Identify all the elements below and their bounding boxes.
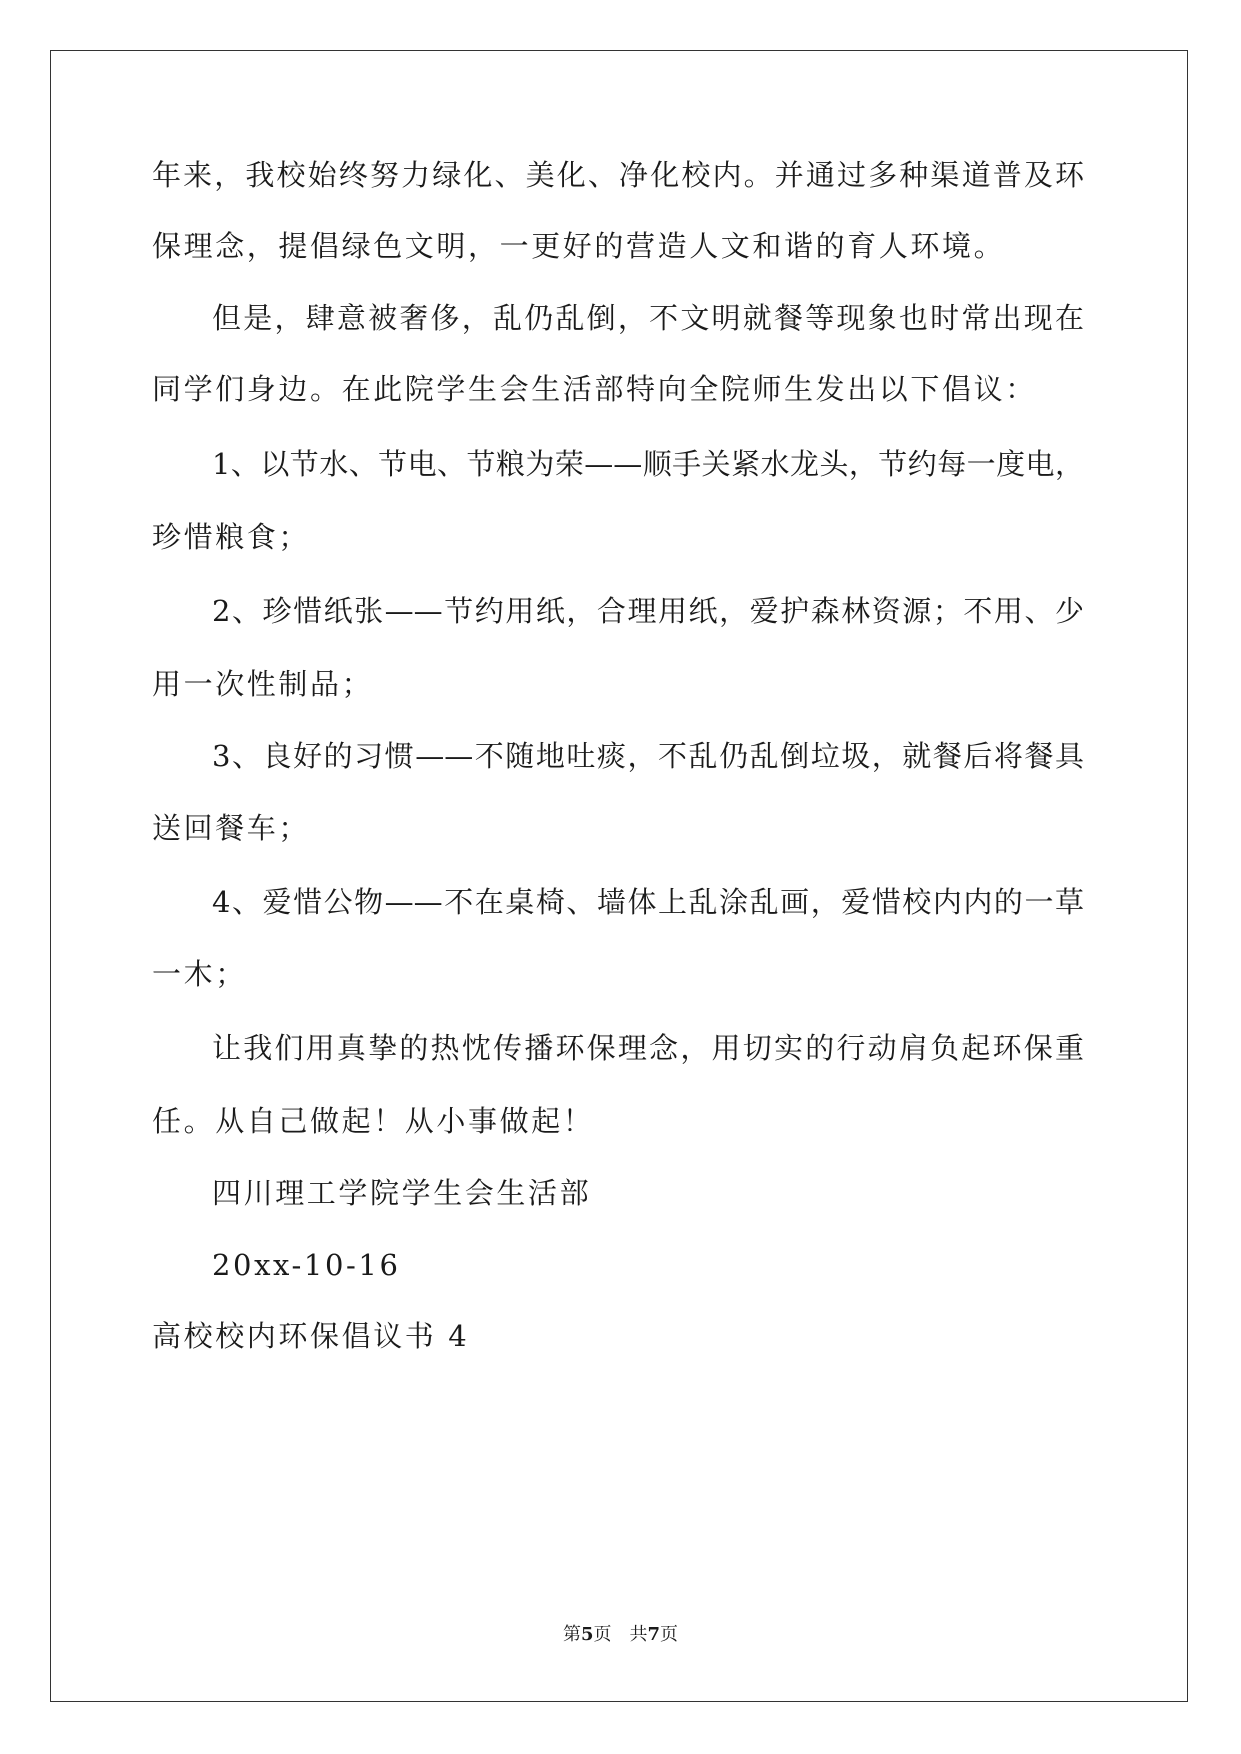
- closing-line-2: 任。从自己做起！从小事做起！: [152, 1104, 595, 1138]
- proposal-1-line-2: 珍惜粮食；: [152, 520, 311, 554]
- closing-line-1: 让我们用真挚的热忱传播环保理念，用切实的行动肩负起环保重: [212, 1031, 1084, 1065]
- proposal-4-line-2: 一木；: [152, 957, 247, 991]
- body-line-1: 年来，我校始终努力绿化、美化、净化校内。并通过多种渠道普及环: [152, 158, 1084, 192]
- body-line-2: 保理念，提倡绿色文明，一更好的营造人文和谐的育人环境。: [152, 229, 1006, 263]
- footer-middle: 页 共: [593, 1624, 648, 1645]
- footer-current-page: 5: [580, 1624, 594, 1645]
- signature-org: 四川理工学院学生会生活部: [212, 1176, 592, 1210]
- proposal-3-line-2: 送回餐车；: [152, 811, 311, 845]
- proposal-2-line-1: 2、珍惜纸张——节约用纸，合理用纸，爱护森林资源；不用、少: [212, 594, 1084, 628]
- body-line-3: 但是，肆意被奢侈，乱仍乱倒，不文明就餐等现象也时常出现在: [212, 301, 1084, 335]
- signature-date: 20xx-10-16: [212, 1248, 401, 1282]
- footer-total-pages: 7: [647, 1624, 661, 1645]
- proposal-1-line-1: 1、以节水、节电、节粮为荣——顺手关紧水龙头，节约每一度电，: [212, 447, 1084, 481]
- proposal-4-line-1: 4、爱惜公物——不在桌椅、墙体上乱涂乱画，爱惜校内内的一草: [212, 885, 1084, 919]
- proposal-2-line-2: 用一次性制品；: [152, 667, 374, 701]
- footer-prefix: 第: [562, 1624, 581, 1645]
- proposal-3-line-1: 3、良好的习惯——不随地吐痰，不乱仍乱倒垃圾，就餐后将餐具: [212, 739, 1084, 773]
- footer-suffix: 页: [660, 1624, 679, 1645]
- next-section-title: 高校校内环保倡议书 4: [152, 1319, 470, 1353]
- body-line-4: 同学们身边。在此院学生会生活部特向全院师生发出以下倡议：: [152, 372, 1037, 406]
- page-footer: [0, 1623, 1241, 1647]
